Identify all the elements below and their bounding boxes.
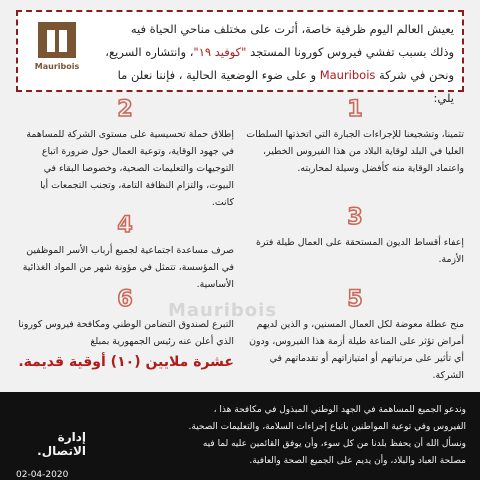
- measure-text: منح عطلة معوضة لكل العمال المسنين، و الذين لديهم أمراض تؤثر على المناعة طيلة أزمة هذا الفيروس، ودون أي تأثير على مرتباتهم أو امتيازاتهم أو تقدماتهم في الشركة.: [249, 319, 464, 381]
- footer: [0, 392, 480, 480]
- intro-line-2-b: ، وانتشاره السريع،: [105, 45, 194, 59]
- measure-3: [246, 206, 464, 268]
- intro-line-2-a: وذلك بسبب تفشي فيروس كورونا المستجد: [246, 45, 454, 59]
- measures-grid: [16, 98, 464, 388]
- measure-5: [246, 288, 464, 384]
- measure-number: 4: [117, 213, 133, 238]
- header-box: [16, 10, 464, 105]
- closing-line-4: مصلحة العباد والبلاد، وأن يديم على الجميع الصحة والعافية.: [249, 456, 466, 466]
- measure-text: صرف مساعدة اجتماعية لجميع أرباب الأسر الموظفين في المؤسسة، تتمثل في مؤونة شهر من المواد الغذائية الأساسية.: [22, 245, 234, 290]
- intro-line-2: [96, 41, 454, 64]
- announcement-date: 02-04-2020: [16, 470, 69, 480]
- measure-text: إعفاء أقساط الديون المستحقة على العمال طيلة فترة الأزمة.: [255, 237, 464, 265]
- measure-text: إطلاق حملة تحسيسية على مستوى الشركة للمساهمة في جهود الوقاية، وتوعية العمال حول ضرورة اتباع التوجيهات والتعليمات الصحية، وخصوصا البقاء في البيوت، والتزام النظافة التامة، وتجنب التجمعات أيا كانت.: [26, 129, 234, 208]
- measure-text: تثمينا، وتشجيعنا للإجراءات الجبارة التي اتخذتها السلطات العليا في البلد لوقاية البلاد من هذا الفيروس الخطير، واعتماد الوقاية منه كأفضل وسيلة لمحاربته.: [246, 129, 464, 174]
- measure-number: 6: [117, 287, 133, 312]
- company-logo: [26, 20, 88, 84]
- covid-label: "كوفيد ١٩": [193, 45, 247, 59]
- measure-number: 3: [347, 205, 363, 230]
- closing-line-1: وندعو الجميع للمساهمة في الجهد الوطني المبذول في مكافحة هذا ،: [213, 405, 466, 415]
- measure-number: 5: [347, 287, 363, 312]
- intro-line-1: يعيش العالم اليوم ظرفية خاصة، أثرت على مختلف مناحي الحياة فيه: [130, 22, 454, 36]
- logo-icon: [38, 22, 76, 58]
- watermark: Mauribois: [168, 300, 278, 321]
- measure-4: [16, 214, 234, 293]
- signature-block: [16, 430, 86, 480]
- intro-line-3-a: ونحن في شركة: [375, 68, 454, 82]
- intro-text: [96, 18, 454, 110]
- measure-number: 2: [117, 97, 133, 122]
- company-name: Mauribois: [319, 68, 376, 82]
- donation-amount: عشرة ملايين (١٠) أوقية قديمة.: [18, 354, 234, 370]
- logo-text: Mauribois: [34, 62, 80, 71]
- closing-line-3: ونسأل الله أن يحفظ بلدنا من كل سوء، وأن يوفق القائمين عليه لما فيه: [202, 439, 466, 449]
- intro-line-3-b: و على ضوء الوضعية الحالية ، فإننا نعلن ما يلي:: [117, 68, 454, 105]
- closing-text: [96, 402, 466, 470]
- measure-number: 1: [347, 97, 363, 122]
- closing-line-2: الفيروس وفي توعية المواطنين باتباع إجراءات السلامة، والتعليمات الصحية.: [188, 422, 466, 432]
- measure-2: [16, 98, 234, 211]
- measure-1: [246, 98, 464, 177]
- measure-text: التبرع لصندوق التضامن الوطني ومكافحة فيروس كورونا الذي أعلن عنه رئيس الجمهورية بمبلغ: [18, 319, 234, 347]
- department-name: إدارة الاتصال.: [37, 430, 86, 458]
